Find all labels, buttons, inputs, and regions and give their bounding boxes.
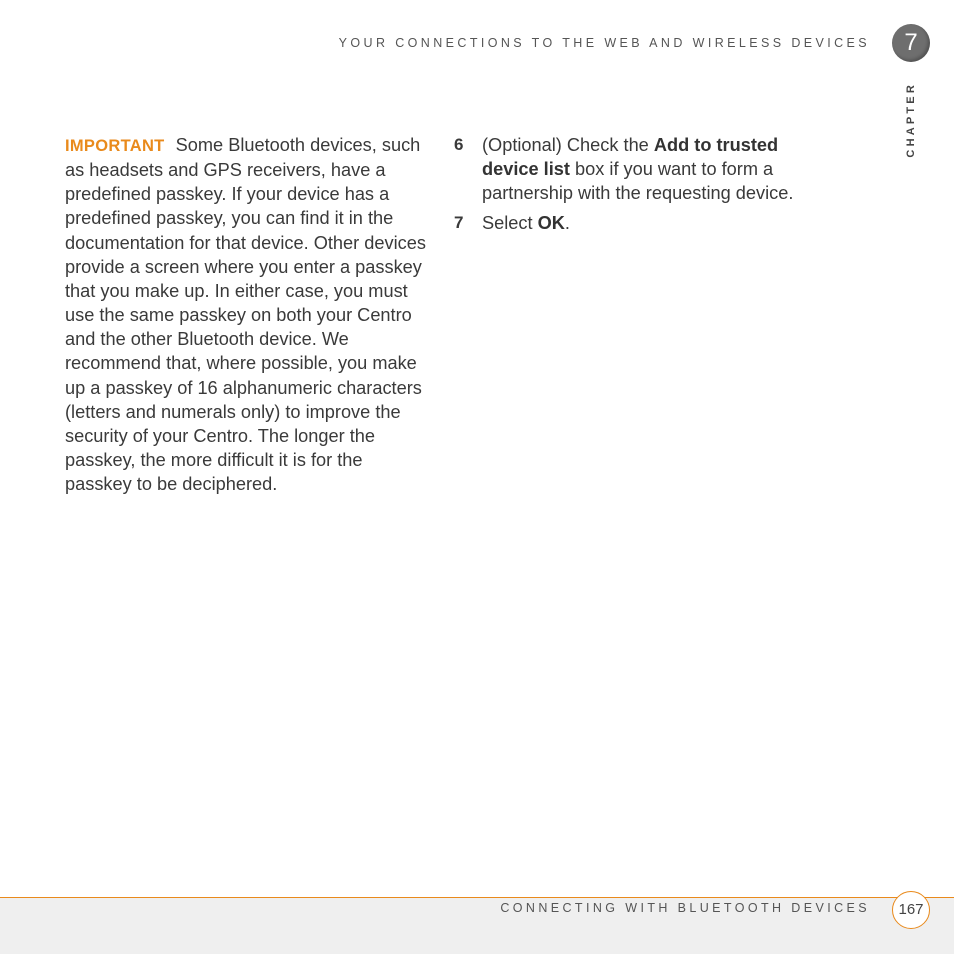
- important-label: IMPORTANT: [65, 137, 165, 155]
- step-6: [454, 133, 834, 205]
- step-text: (Optional) Check the: [482, 135, 654, 155]
- step-7: [454, 211, 834, 235]
- step-text: .: [564, 213, 570, 234]
- step-list: [454, 133, 834, 242]
- important-text: Some Bluetooth devices, such as headsets and GPS receivers, have a predefined passkey. If your device has a predefined passkey, you can find it in the documentation for that device. Other devices provide a screen where you enter a passkey that you make up. In either case, you must use the same passkey on both your Centro and the other Bluetooth device. We recommend that, where possible, you make up a passkey of 16 alphanumeric characters (letters and numerals only) to improve the security of your Centro. The longer the passkey, the more difficult it is for the passkey to be deciphered.: [65, 135, 426, 495]
- step-text: Select: [482, 213, 538, 234]
- chapter-number-badge: 7: [892, 24, 930, 62]
- running-footer: CONNECTING WITH BLUETOOTH DEVICES: [500, 901, 870, 915]
- step-bold-text: OK: [537, 213, 565, 234]
- step-text: box if you want to form a partnership with the requesting device.: [482, 159, 794, 204]
- page-number: 167: [892, 891, 930, 929]
- step-number: 7: [454, 213, 464, 233]
- chapter-label: CHAPTER: [905, 82, 917, 158]
- step-bold-text: Add to trusted device list: [482, 135, 779, 180]
- important-note: [65, 133, 433, 496]
- step-number: 6: [454, 135, 464, 154]
- running-header: YOUR CONNECTIONS TO THE WEB AND WIRELESS DEVICES: [338, 36, 870, 50]
